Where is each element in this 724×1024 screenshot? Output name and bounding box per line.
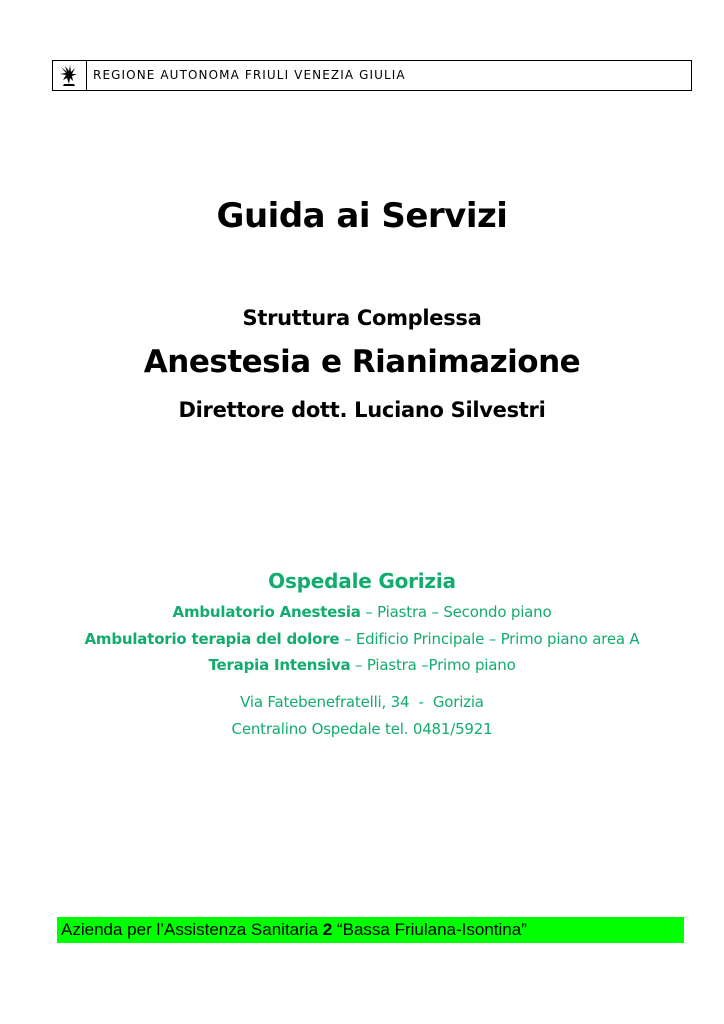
service-location: – Edificio Principale – Primo piano area A <box>339 630 640 648</box>
footer-banner <box>57 917 684 943</box>
page-title: Guida ai Servizi <box>216 196 508 236</box>
hospital-name: Ospedale Gorizia <box>268 569 456 593</box>
footer-number: 2 <box>322 920 333 939</box>
regional-eagle-emblem-icon <box>58 63 80 88</box>
footer-prefix: Azienda per l’Assistenza Sanitaria <box>61 920 323 939</box>
footer-text <box>61 920 527 940</box>
region-header <box>52 60 692 91</box>
hospital-address: Via Fatebenefratelli, 34 - Gorizia <box>240 693 484 711</box>
service-name: Ambulatorio Anestesia <box>172 603 361 621</box>
service-name: Terapia Intensiva <box>208 656 351 674</box>
structure-label: Struttura Complessa <box>242 306 482 330</box>
service-line <box>0 630 724 648</box>
logo-cell <box>53 61 87 90</box>
service-location: – Piastra –Primo piano <box>350 656 516 674</box>
region-name: REGIONE AUTONOMA FRIULI VENEZIA GIULIA <box>93 68 406 82</box>
department-name: Anestesia e Rianimazione <box>143 344 581 380</box>
service-location: – Piastra – Secondo piano <box>360 603 552 621</box>
footer-suffix: “Bassa Friulana-Isontina” <box>332 920 527 939</box>
service-line <box>0 656 724 674</box>
service-name: Ambulatorio terapia del dolore <box>84 630 340 648</box>
service-line <box>0 603 724 621</box>
director-name: Direttore dott. Luciano Silvestri <box>178 398 546 422</box>
hospital-phone: Centralino Ospedale tel. 0481/5921 <box>231 720 493 738</box>
